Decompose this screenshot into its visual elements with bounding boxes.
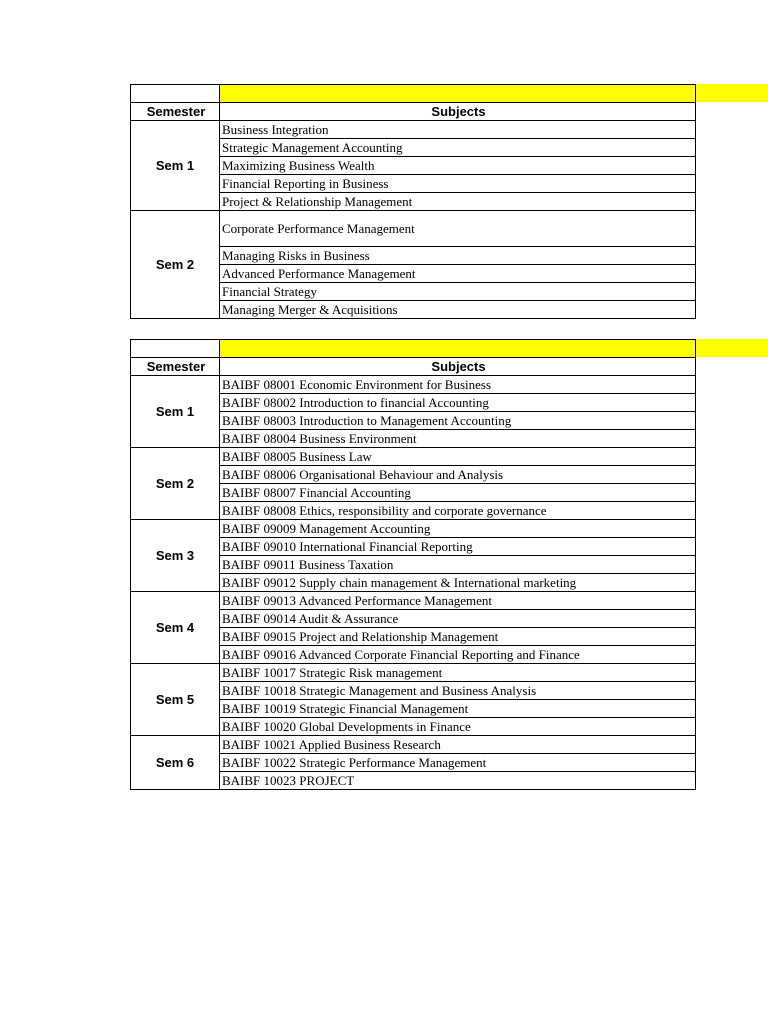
subject-cell: BAIBF 09016 Advanced Corporate Financial Reporting and Finance [220, 646, 696, 664]
table-row [131, 736, 696, 754]
subject-cell: Advanced Performance Management [220, 265, 696, 283]
title-row [131, 85, 696, 103]
semester-header: Semester [131, 358, 220, 376]
course-table-1 [130, 84, 696, 319]
subject-cell: Managing Risks in Business [220, 247, 696, 265]
header-row [131, 358, 696, 376]
semester-cell: Sem 1 [131, 121, 220, 211]
subject-cell: BAIBF 10018 Strategic Management and Business Analysis [220, 682, 696, 700]
subjects-header: Subjects [220, 358, 696, 376]
title-cell-highlight [220, 85, 696, 103]
semester-cell: Sem 6 [131, 736, 220, 790]
subject-cell: BAIBF 09010 International Financial Reporting [220, 538, 696, 556]
table-row [131, 376, 696, 394]
subject-cell: BAIBF 09013 Advanced Performance Management [220, 592, 696, 610]
semester-cell: Sem 2 [131, 448, 220, 520]
table-row [131, 520, 696, 538]
subject-cell: Corporate Performance Management [220, 211, 696, 247]
title-cell-empty [131, 85, 220, 103]
subject-cell: BAIBF 08004 Business Environment [220, 430, 696, 448]
course-table-2 [130, 339, 696, 790]
title-cell-empty [131, 340, 220, 358]
semester-cell: Sem 3 [131, 520, 220, 592]
subject-cell: BAIBF 08001 Economic Environment for Business [220, 376, 696, 394]
subject-cell: BAIBF 10022 Strategic Performance Management [220, 754, 696, 772]
subject-cell: BAIBF 09012 Supply chain management & International marketing [220, 574, 696, 592]
subject-cell: BAIBF 09009 Management Accounting [220, 520, 696, 538]
subject-cell: Project & Relationship Management [220, 193, 696, 211]
table-row [131, 121, 696, 139]
semester-cell: Sem 1 [131, 376, 220, 448]
title-row [131, 340, 696, 358]
semester-header: Semester [131, 103, 220, 121]
subject-cell: BAIBF 08002 Introduction to financial Accounting [220, 394, 696, 412]
subject-cell: BAIBF 10019 Strategic Financial Management [220, 700, 696, 718]
subject-cell: Strategic Management Accounting [220, 139, 696, 157]
table-row [131, 664, 696, 682]
table-row [131, 448, 696, 466]
semester-cell: Sem 4 [131, 592, 220, 664]
subject-cell: Business Integration [220, 121, 696, 139]
semester-cell: Sem 5 [131, 664, 220, 736]
subject-cell: BAIBF 10021 Applied Business Research [220, 736, 696, 754]
subject-cell: BAIBF 08007 Financial Accounting [220, 484, 696, 502]
subject-cell: Financial Strategy [220, 283, 696, 301]
subject-cell: BAIBF 09015 Project and Relationship Management [220, 628, 696, 646]
subject-cell: BAIBF 10020 Global Developments in Finance [220, 718, 696, 736]
table-row [131, 211, 696, 247]
title-cell-highlight [220, 340, 696, 358]
subject-cell: BAIBF 08008 Ethics, responsibility and corporate governance [220, 502, 696, 520]
subject-cell: Financial Reporting in Business [220, 175, 696, 193]
subjects-header: Subjects [220, 103, 696, 121]
subject-cell: BAIBF 09011 Business Taxation [220, 556, 696, 574]
subject-cell: Managing Merger & Acquisitions [220, 301, 696, 319]
subject-cell: BAIBF 10023 PROJECT [220, 772, 696, 790]
subject-cell: BAIBF 08005 Business Law [220, 448, 696, 466]
header-row [131, 103, 696, 121]
subject-cell: BAIBF 10017 Strategic Risk management [220, 664, 696, 682]
subject-cell: BAIBF 09014 Audit & Assurance [220, 610, 696, 628]
subject-cell: BAIBF 08003 Introduction to Management Accounting [220, 412, 696, 430]
table-row [131, 592, 696, 610]
subject-cell: Maximizing Business Wealth [220, 157, 696, 175]
semester-cell: Sem 2 [131, 211, 220, 319]
subject-cell: BAIBF 08006 Organisational Behaviour and Analysis [220, 466, 696, 484]
